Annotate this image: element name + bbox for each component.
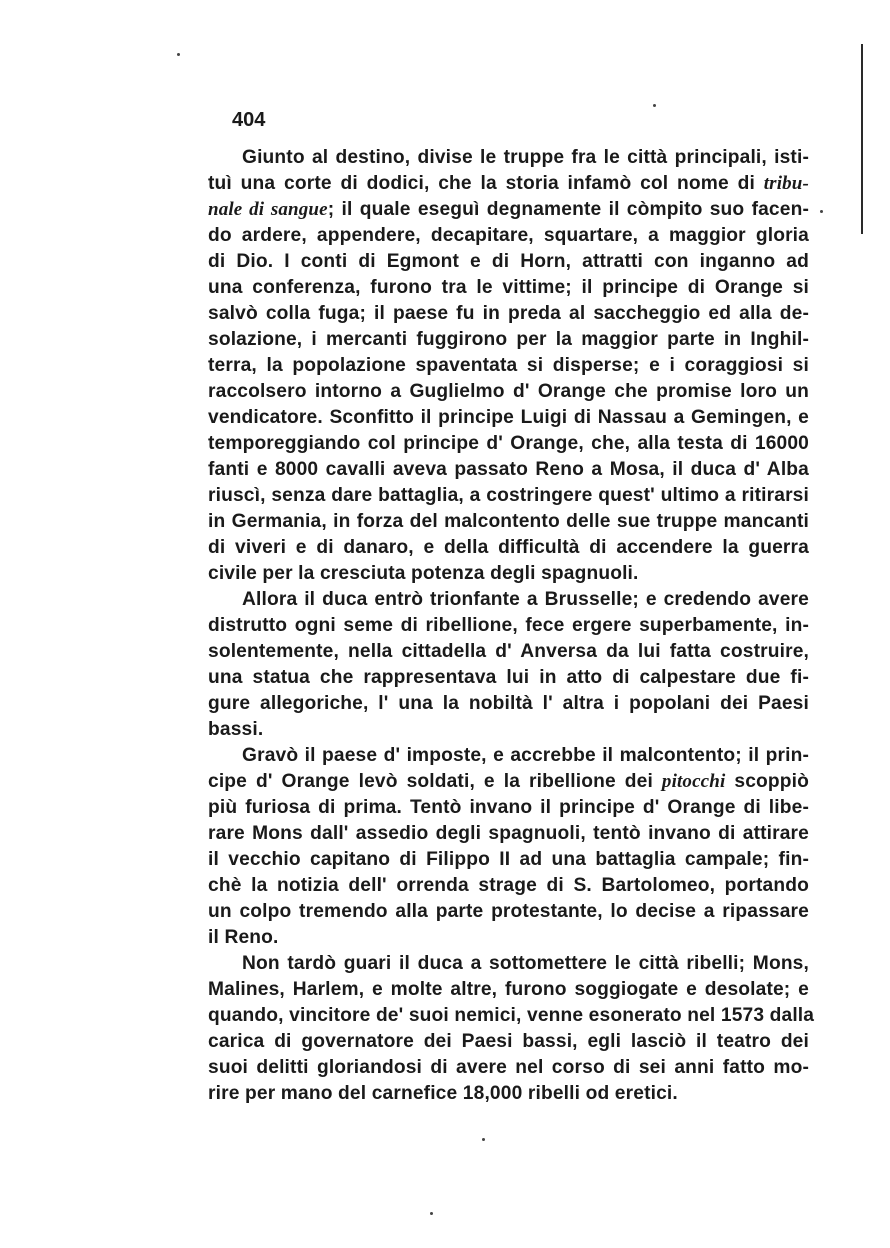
text-line: un colpo tremendo alla parte protestante, lo decise a ripassare: [208, 901, 809, 922]
text-line: riuscì, senza dare battaglia, a costringere quest' ultimo a ritirarsi: [208, 485, 809, 506]
text-line: più furiosa di prima. Tentò invano il principe d' Orange di libe-: [208, 797, 809, 818]
italic-term: nale di sangue: [208, 199, 328, 220]
text-line: distrutto ogni seme di ribellione, fece ergere superbamente, in-: [208, 615, 809, 636]
text-line: di Dio. I conti di Egmont e di Horn, attratti con inganno ad: [208, 251, 809, 272]
text-line: in Germania, in forza del malcontento delle sue truppe mancanti: [208, 511, 809, 532]
italic-term: tribu-: [763, 173, 809, 194]
text-line: chè la notizia dell' orrenda strage di S. Bartolomeo, portando: [208, 875, 809, 896]
text-line: rare Mons dall' assedio degli spagnuoli, tentò invano di attirare: [208, 823, 809, 844]
text-line: Allora il duca entrò trionfante a Brusselle; e credendo avere: [242, 589, 809, 610]
text-line: nale di sangue; il quale eseguì degnamente il còmpito suo facen-: [208, 199, 809, 220]
text-line: cipe d' Orange levò soldati, e la ribellione dei pitocchi scoppiò: [208, 771, 809, 792]
text-line: Gravò il paese d' imposte, e accrebbe il malcontento; il prin-: [242, 745, 809, 766]
text-line: di viveri e di danaro, e della difficultà di accendere la guerra: [208, 537, 809, 558]
text-line: solentemente, nella cittadella d' Anversa da lui fatta costruire,: [208, 641, 809, 662]
text-line: solazione, i mercanti fuggirono per la maggior parte in Inghil-: [208, 329, 809, 350]
text-line: tuì una corte di dodici, che la storia infamò col nome di tribu-: [208, 173, 809, 194]
text-line: quando, vincitore de' suoi nemici, venne esonerato nel 1573 dalla: [208, 1005, 815, 1026]
text-line: gure allegoriche, l' una la nobiltà l' altra i popolani dei Paesi: [208, 693, 809, 714]
italic-term: pitocchi: [661, 771, 726, 792]
text-line: Giunto al destino, divise le truppe fra le città principali, isti-: [242, 147, 809, 168]
text-line: temporeggiando col principe d' Orange, che, alla testa di 16000: [208, 433, 809, 454]
text-line: bassi.: [208, 719, 264, 740]
text-line: fanti e 8000 cavalli aveva passato Reno a Mosa, il duca d' Alba: [208, 459, 809, 480]
text-line: rire per mano del carnefice 18,000 ribelli od eretici.: [208, 1083, 678, 1104]
text-line: Non tardò guari il duca a sottomettere le città ribelli; Mons,: [242, 953, 809, 974]
page-number: 404: [232, 109, 266, 131]
text-line: carica di governatore dei Paesi bassi, egli lasciò il teatro dei: [208, 1031, 809, 1052]
text-line: raccolsero intorno a Guglielmo d' Orange che promise loro un: [208, 381, 809, 402]
text-line: do ardere, appendere, decapitare, squartare, a maggior gloria: [208, 225, 809, 246]
text-line: suoi delitti gloriandosi di avere nel corso di sei anni fatto mo-: [208, 1057, 809, 1078]
text-line: civile per la cresciuta potenza degli spagnuoli.: [208, 563, 639, 584]
text-line: una statua che rappresentava lui in atto di calpestare due fi-: [208, 667, 809, 688]
text-line: terra, la popolazione spaventata si disperse; e i coraggiosi si: [208, 355, 809, 376]
text-line: vendicatore. Sconfitto il principe Luigi di Nassau a Gemingen, e: [208, 407, 809, 428]
text-line: Malines, Harlem, e molte altre, furono soggiogate e desolate; e: [208, 979, 809, 1000]
text-line: una conferenza, furono tra le vittime; il principe di Orange si: [208, 277, 809, 298]
text-line: il Reno.: [208, 927, 279, 948]
text-line: il vecchio capitano di Filippo II ad una battaglia campale; fin-: [208, 849, 809, 870]
text-line: salvò colla fuga; il paese fu in preda al saccheggio ed alla de-: [208, 303, 809, 324]
